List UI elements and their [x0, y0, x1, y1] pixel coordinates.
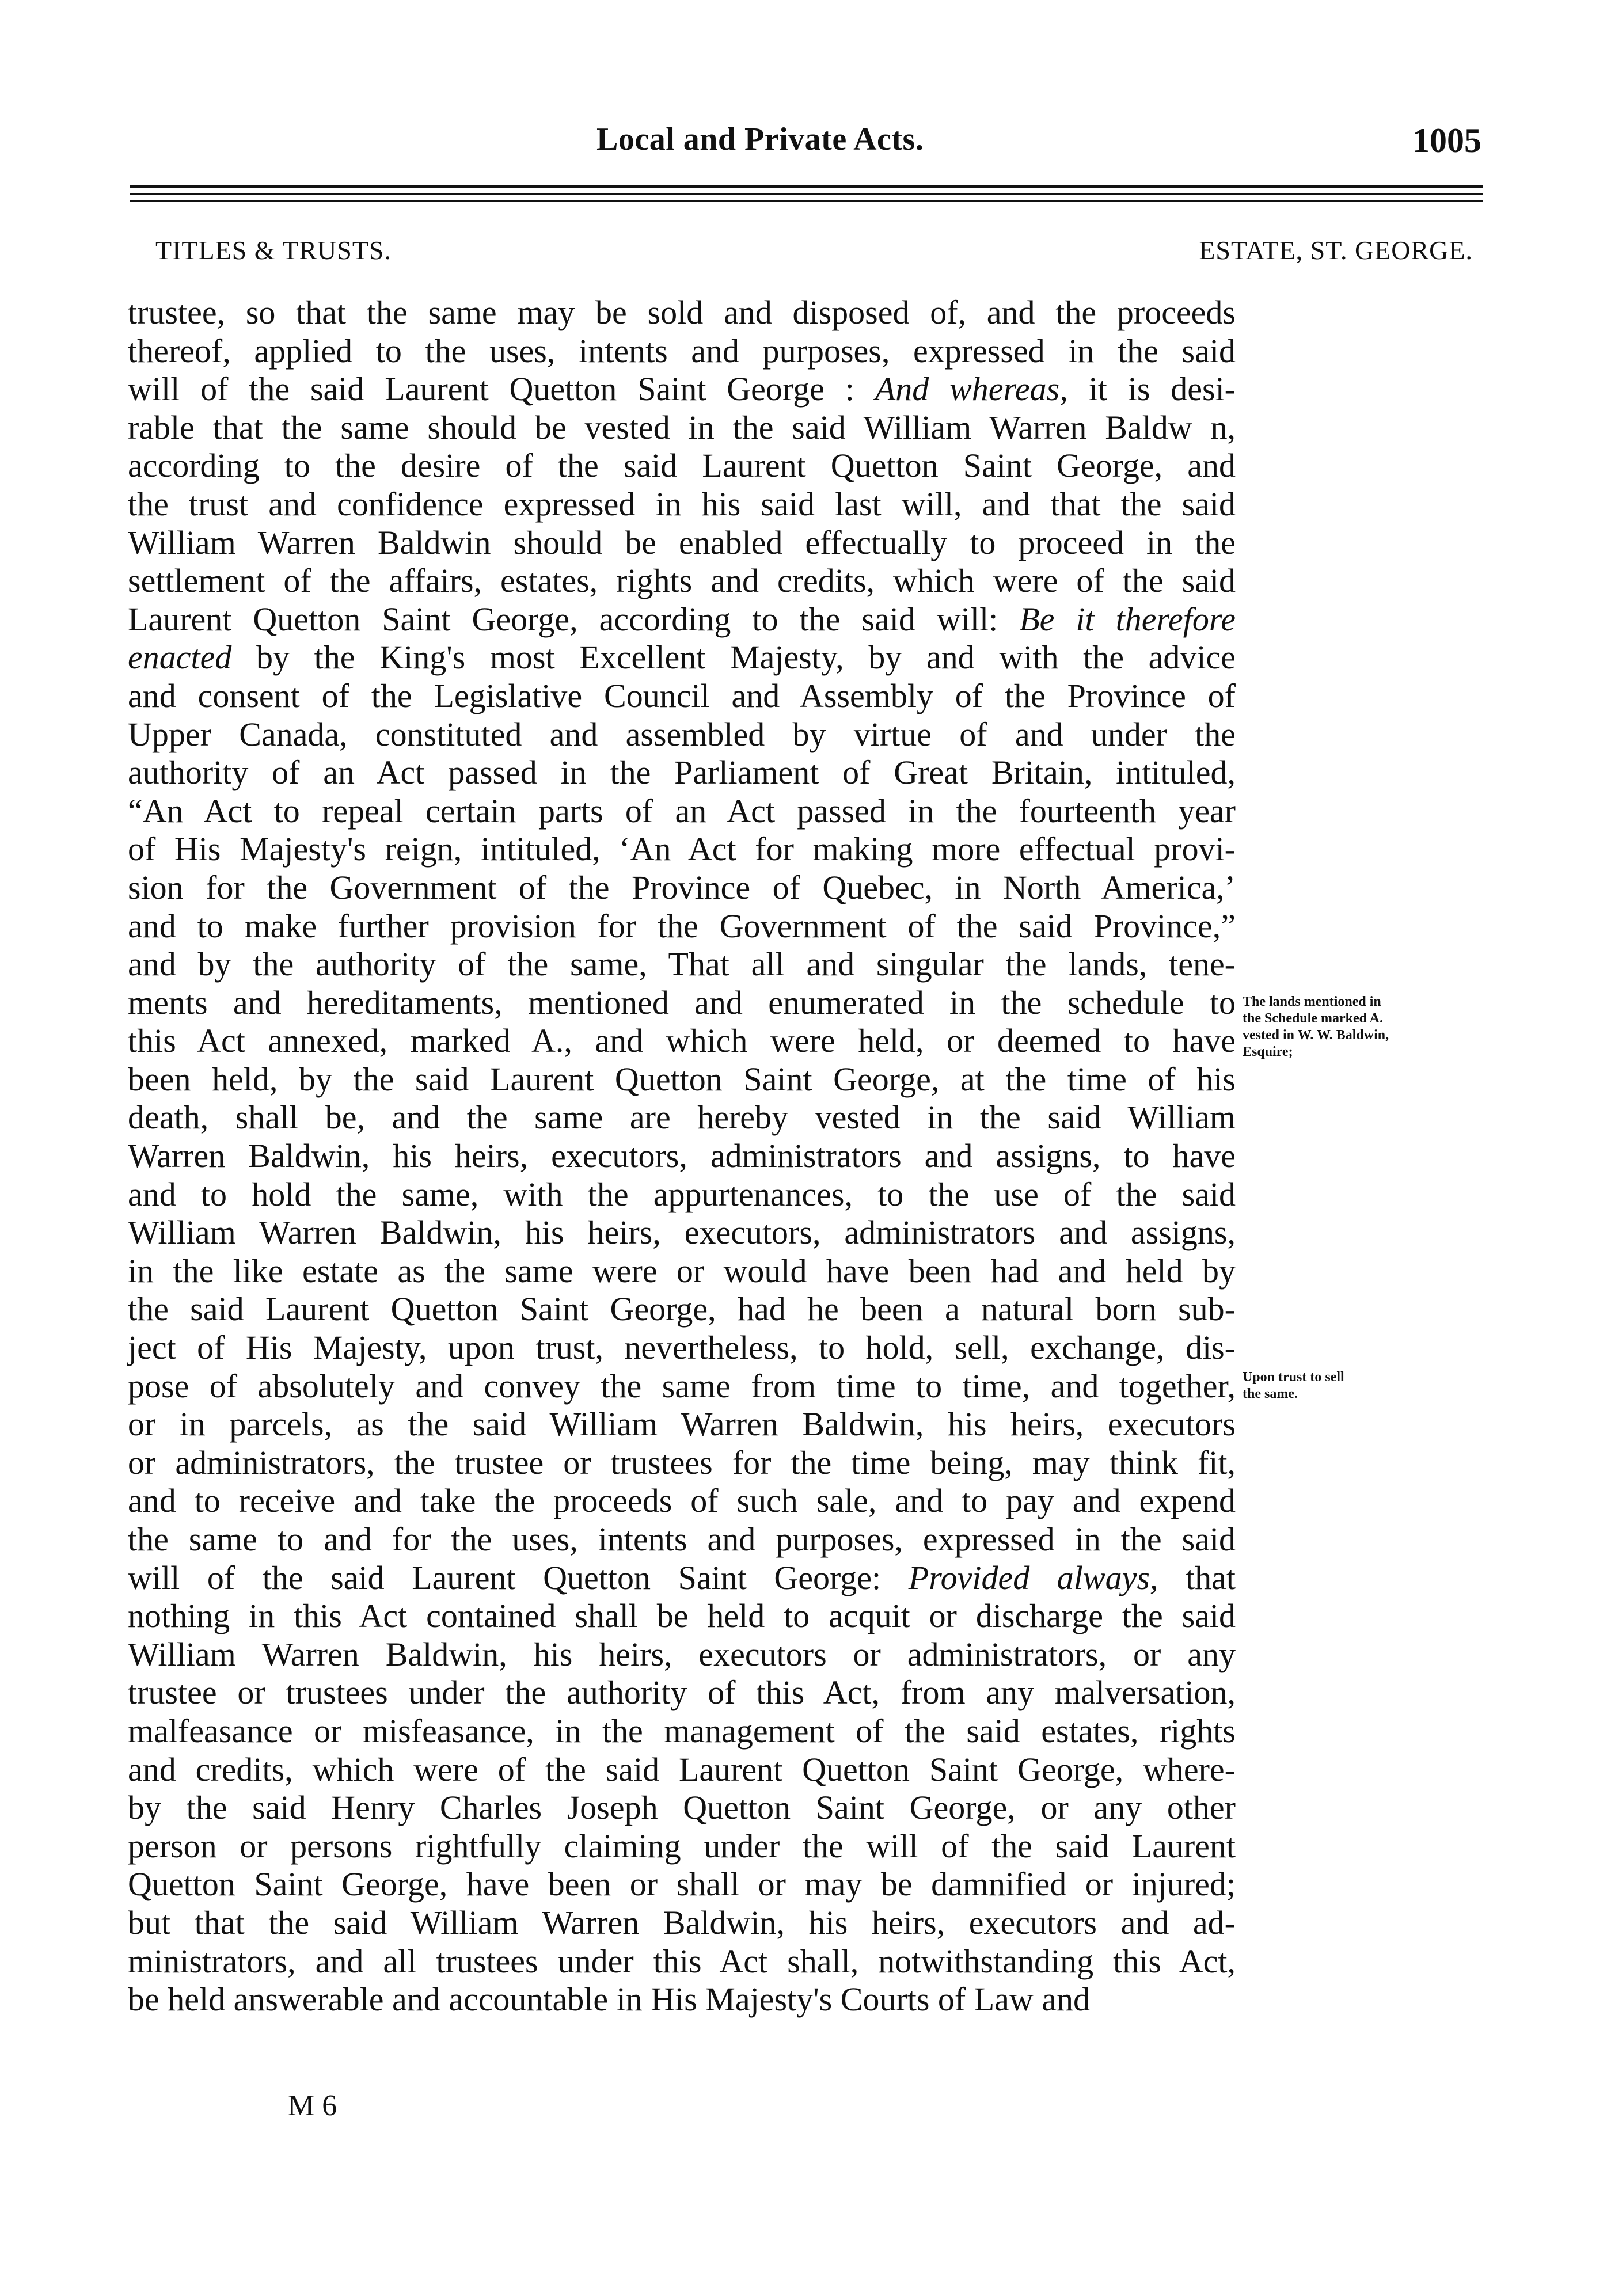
text-line: [128, 1060, 1236, 1099]
header-rule-thick: [130, 185, 1483, 188]
text-line: [128, 1214, 1236, 1252]
text-run: rable that the same should be vested in the said William Warren Baldw n,: [128, 408, 1236, 446]
text-run: it is desi-: [1067, 370, 1236, 408]
text-line: [128, 1098, 1236, 1137]
text-line: [128, 332, 1236, 371]
text-line: [128, 1022, 1236, 1060]
text-run: and consent of the Legislative Council and Assembly of the Province of: [128, 676, 1236, 714]
text-line: [128, 1367, 1236, 1406]
text-line: [128, 409, 1236, 447]
text-line: [128, 1981, 1236, 2019]
text-run: will of the said Laurent Quetton Saint George :: [128, 370, 875, 408]
text-run: William Warren Baldwin should be enabled effectually to proceed in the: [128, 523, 1236, 561]
text-run: by the said Henry Charles Joseph Quetton Saint George, or any other: [128, 1789, 1236, 1827]
text-run: the said Laurent Quetton Saint George, had he been a natural born sub-: [128, 1290, 1236, 1328]
text-line: [128, 524, 1236, 562]
text-run: authority of an Act passed in the Parliament of Great Britain, intituled,: [128, 754, 1236, 792]
page-number: 1005: [1412, 121, 1481, 159]
text-line: [128, 869, 1236, 907]
text-line: [128, 1444, 1236, 1482]
margin-note-lands-vested: [1243, 994, 1484, 1060]
text-line: [128, 1520, 1236, 1559]
text-line: [128, 1559, 1236, 1598]
italic-phrase: Be it therefore: [1019, 600, 1236, 638]
text-run: malfeasance or misfeasance, in the management of the said estates, rights: [128, 1712, 1236, 1750]
text-line: [128, 1904, 1236, 1943]
text-run: settlement of the affairs, estates, rights and credits, which were of the said: [128, 562, 1236, 600]
text-line: [128, 1712, 1236, 1751]
text-line: [128, 1290, 1236, 1329]
text-run: according to the desire of the said Laurent Quetton Saint George, and: [128, 447, 1236, 485]
text-line: [128, 945, 1236, 984]
text-line: [128, 1482, 1236, 1520]
text-run: and to make further provision for the Government of the said Province,”: [128, 907, 1236, 945]
text-run: this Act annexed, marked A., and which were held, or deemed to have: [128, 1022, 1236, 1060]
text-line: [128, 485, 1236, 524]
text-run: ject of His Majesty, upon trust, nevertheless, to hold, sell, exchange, dis-: [128, 1329, 1236, 1367]
text-line: [128, 1176, 1236, 1214]
text-run: nothing in this Act contained shall be held to acquit or discharge the said: [128, 1597, 1236, 1635]
text-run: person or persons rightfully claiming under the will of the said Laurent: [128, 1827, 1236, 1865]
text-run: death, shall be, and the same are hereby vested in the said William: [128, 1098, 1236, 1136]
text-line: [128, 1597, 1236, 1636]
text-line: [128, 638, 1236, 677]
margin-note-upon-trust: [1243, 1369, 1484, 1402]
text-line: [128, 1674, 1236, 1712]
text-line: [128, 1137, 1236, 1176]
text-run: by the King's most Excellent Majesty, by and with the advice: [231, 638, 1236, 676]
italic-phrase: And whereas,: [875, 370, 1068, 408]
text-run: in the like estate as the same were or would have been had and held by: [128, 1252, 1236, 1290]
text-run: or in parcels, as the said William Warren Baldwin, his heirs, executors: [128, 1405, 1236, 1443]
text-run: William Warren Baldwin, his heirs, executors or administrators, or any: [128, 1635, 1236, 1673]
text-run: or administrators, the trustee or trustees for the time being, may think fit,: [128, 1443, 1236, 1481]
text-run: Upper Canada, constituted and assembled by virtue of and under the: [128, 715, 1236, 753]
section-heading-left: TITLES & TRUSTS.: [155, 235, 392, 265]
text-line: [128, 1252, 1236, 1291]
text-run: William Warren Baldwin, his heirs, executors, administrators and assigns,: [128, 1214, 1236, 1252]
text-run: ments and hereditaments, mentioned and enumerated in the schedule to: [128, 983, 1236, 1021]
text-run: and to receive and take the proceeds of such sale, and to pay and expend: [128, 1482, 1236, 1520]
text-line: [128, 1405, 1236, 1444]
margin-note-line: vested in W. W. Baldwin,: [1243, 1028, 1389, 1043]
text-run: and credits, which were of the said Laurent Quetton Saint George, where-: [128, 1750, 1236, 1788]
text-line: [128, 562, 1236, 600]
margin-note-line: Esquire;: [1243, 1044, 1293, 1059]
text-run: “An Act to repeal certain parts of an Act passed in the fourteenth year: [128, 792, 1236, 830]
section-heading-right: ESTATE, ST. GEORGE.: [1199, 235, 1473, 265]
text-run: been held, by the said Laurent Quetton Saint George, at the time of his: [128, 1060, 1236, 1098]
text-line: [128, 370, 1236, 409]
header-rule-thin: [130, 200, 1483, 202]
text-line: [128, 1865, 1236, 1904]
text-run: trustee or trustees under the authority of this Act, from any malversation,: [128, 1674, 1236, 1712]
header-rule-middle: [130, 193, 1483, 195]
margin-note-line: the Schedule marked A.: [1243, 1011, 1384, 1026]
text-run: the trust and confidence expressed in his said last will, and that the said: [128, 485, 1236, 523]
margin-note-line: The lands mentioned in: [1243, 994, 1381, 1009]
text-line: [128, 1827, 1236, 1866]
text-line: [128, 792, 1236, 831]
text-run: and by the authority of the same, That all and singular the lands, tene-: [128, 945, 1236, 983]
text-run: ministrators, and all trustees under this Act shall, notwithstanding this Act,: [128, 1942, 1236, 1980]
text-run: and to hold the same, with the appurtenances, to the use of the said: [128, 1175, 1236, 1213]
text-run: but that the said William Warren Baldwin, his heirs, executors and ad-: [128, 1903, 1236, 1941]
text-line: [128, 1943, 1236, 1981]
text-run: Quetton Saint George, have been or shall or may be damnified or injured;: [128, 1865, 1236, 1903]
text-run: that: [1158, 1558, 1236, 1596]
text-line: [128, 1636, 1236, 1674]
signature-mark: M 6: [288, 2089, 337, 2122]
text-line: [128, 1751, 1236, 1789]
text-run: sion for the Government of the Province of Quebec, in North America,’: [128, 868, 1236, 906]
running-title: Local and Private Acts.: [596, 121, 924, 157]
text-run: Laurent Quetton Saint George, according to the said will:: [128, 600, 1020, 638]
text-line: [128, 677, 1236, 716]
text-line: [128, 447, 1236, 485]
text-line: [128, 1329, 1236, 1367]
text-run: be held answerable and accountable in His Majesty's Courts of Law and: [128, 1981, 1091, 2018]
text-line: [128, 984, 1236, 1022]
italic-phrase: Provided always,: [908, 1558, 1158, 1596]
body-text: [128, 294, 1236, 2019]
text-line: [128, 907, 1236, 946]
italic-phrase: enacted: [128, 638, 232, 676]
text-line: [128, 830, 1236, 869]
text-line: [128, 600, 1236, 639]
text-line: [128, 1789, 1236, 1827]
text-line: [128, 294, 1236, 332]
text-line: [128, 754, 1236, 792]
text-run: thereof, applied to the uses, intents and purposes, expressed in the said: [128, 332, 1236, 370]
margin-note-line: Upon trust to sell: [1243, 1370, 1344, 1385]
text-run: of His Majesty's reign, intituled, ‘An Act for making more effectual provi-: [128, 830, 1236, 868]
text-run: will of the said Laurent Quetton Saint George:: [128, 1558, 909, 1596]
text-run: trustee, so that the same may be sold and disposed of, and the proceeds: [128, 294, 1236, 331]
text-run: pose of absolutely and convey the same from time to time, and together,: [128, 1367, 1236, 1405]
text-run: Warren Baldwin, his heirs, executors, administrators and assigns, to have: [128, 1137, 1236, 1175]
text-run: the same to and for the uses, intents and purposes, expressed in the said: [128, 1520, 1236, 1558]
text-line: [128, 716, 1236, 754]
margin-note-line: the same.: [1243, 1386, 1298, 1401]
